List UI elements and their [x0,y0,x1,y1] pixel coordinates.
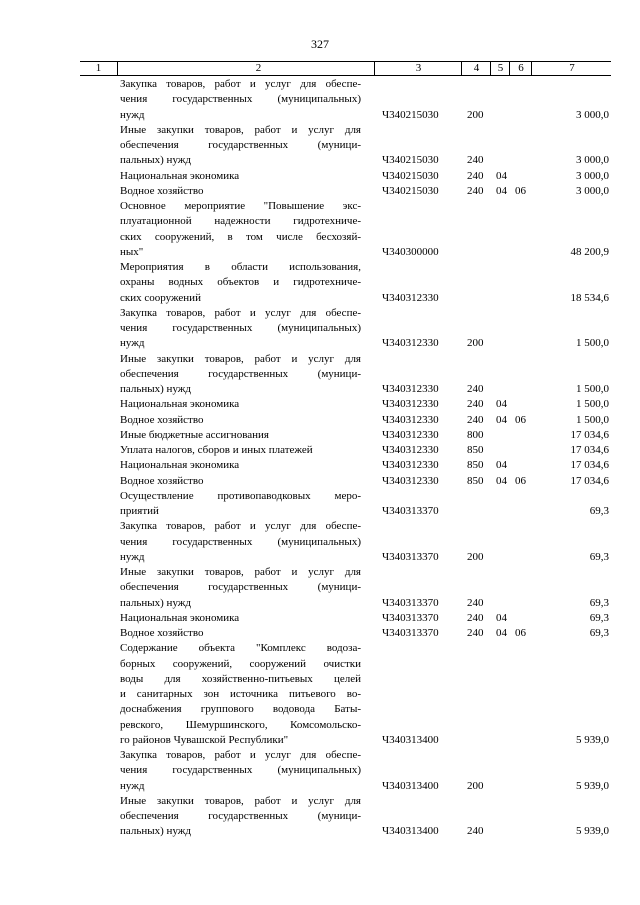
row-code: Ч340215030 [382,108,439,121]
table-row [0,474,640,489]
description-line: нужд [120,108,145,121]
description-line: борных сооружений, сооружений очистки [120,657,361,670]
description-line: Национальная экономика [120,398,240,411]
header-col-7: 7 [531,62,612,75]
description-line: Иные закупки товаров, работ и услуг для [120,352,361,365]
row-sum: 3 000,0 [576,184,609,197]
row-description [120,474,361,489]
row-sum: 17 034,6 [570,428,609,441]
description-line: пальных) нужд [120,825,192,838]
row-sum: 3 000,0 [576,108,609,121]
row-sum: 1 500,0 [576,383,609,395]
row-description [120,352,361,398]
description-line: чения государственных (муниципальных) [120,93,361,106]
row-code: Ч340215030 [382,154,439,167]
header-col-2: 2 [117,62,399,75]
row-description [120,565,361,611]
row-vr: 240 [467,169,484,182]
description-line: Национальная экономика [120,169,240,182]
description-line: воды для хозяйственно-питьевых целей [120,672,361,685]
row-code: Ч340215030 [382,169,439,182]
row-description [120,169,361,184]
row-sum: 69,3 [589,627,609,639]
row-code: Ч340312330 [382,383,439,395]
description-line: охраны водных объектов и гидротехниче- [120,276,361,289]
description-line: чения государственных (муниципальных) [120,535,361,548]
row-rz: 04 [496,169,507,182]
table-row [0,458,640,473]
row-rz: 04 [496,459,507,472]
table-row [0,489,640,520]
row-vr: 240 [467,825,484,838]
row-description [120,748,361,794]
header-col-1: 1 [95,62,102,74]
row-code: Ч340312330 [382,337,439,350]
description-line: и санитарных зон источника питьевого во- [120,688,361,700]
row-description [120,626,361,641]
row-sum: 17 034,6 [570,459,609,472]
row-sum: 1 500,0 [576,337,609,350]
description-line: обеспечения государственных (муници- [120,581,361,594]
row-sum: 69,3 [589,505,609,517]
row-sum: 3 000,0 [576,169,609,182]
table-body [0,77,640,840]
description-line: плуатационной надежности гидротехниче- [120,215,361,228]
row-rz: 04 [496,474,507,487]
row-sum: 1 500,0 [576,413,609,426]
row-pr: 06 [515,413,526,426]
description-line: ских сооружений [120,291,201,304]
row-vr: 240 [467,596,484,609]
row-code: Ч340313400 [382,779,439,792]
description-line: Основное мероприятие "Повышение экс- [120,200,361,212]
header-col-3: 3 [374,62,462,75]
row-rz: 04 [496,611,507,624]
row-code: Ч340313370 [382,611,439,624]
row-code: Ч340313370 [382,505,439,517]
description-line: чения государственных (муниципальных) [120,764,361,777]
description-line: Иные бюджетные ассигнования [120,428,269,441]
description-line: нужд [120,779,145,792]
row-description [120,260,361,306]
description-line: Водное хозяйство [120,413,204,426]
description-line: Национальная экономика [120,459,240,472]
description-line: Водное хозяйство [120,184,204,197]
row-sum: 69,3 [589,596,609,609]
description-line: Осуществление противопаводковых меро- [120,489,361,502]
row-code: Ч340313370 [382,596,439,609]
header-col-5: 5 [490,62,510,75]
description-line: нужд [120,337,145,350]
header-col-4: 4 [461,62,491,75]
row-vr: 240 [467,398,484,411]
row-vr: 200 [467,337,484,350]
table-row [0,352,640,398]
table-row [0,565,640,611]
description-line: пальных) нужд [120,596,192,609]
row-sum: 17 034,6 [570,444,609,456]
page-number: 327 [311,37,329,51]
row-vr: 850 [467,444,484,456]
row-sum: 1 500,0 [576,398,609,411]
table-row [0,306,640,352]
description-line: Закупка товаров, работ и услуг для обеспе- [120,78,361,90]
description-line: Мероприятия в области использования, [120,261,361,273]
table-row [0,260,640,306]
row-description [120,794,361,840]
row-code: Ч340312330 [382,444,439,456]
row-sum: 18 534,6 [570,291,609,304]
table-header [80,61,611,76]
row-description [120,443,361,458]
description-line: пальных) нужд [120,154,192,167]
row-vr: 200 [467,108,484,121]
header-col-6: 6 [509,62,532,75]
description-line: Содержание объекта "Комплекс водоза- [120,642,361,655]
row-vr: 200 [467,779,484,792]
row-description [120,306,361,352]
description-line: Водное хозяйство [120,627,204,639]
row-sum: 69,3 [589,611,609,624]
table-row [0,794,640,840]
description-line: нужд [120,550,145,563]
row-code: Ч340313400 [382,825,439,838]
row-description [120,184,361,199]
row-vr: 240 [467,413,484,426]
row-sum: 69,3 [589,550,609,563]
table-row [0,397,640,412]
row-pr: 06 [515,627,526,639]
table-row [0,443,640,458]
description-line: чения государственных (муниципальных) [120,322,361,334]
row-description [120,199,361,260]
row-vr: 800 [467,428,484,441]
description-line: доснабжения группового водовода Баты- [120,703,361,716]
row-code: Ч340312330 [382,474,439,487]
row-description [120,489,361,520]
table-row [0,169,640,184]
table-row [0,184,640,199]
row-description [120,413,361,428]
row-description [120,519,361,565]
row-code: Ч340312330 [382,428,439,441]
row-vr: 240 [467,154,484,167]
row-rz: 04 [496,627,507,639]
description-line: ревского, Шемуршинского, Комсомольско- [120,718,361,731]
row-description [120,77,361,123]
row-rz: 04 [496,184,507,197]
row-description [120,397,361,412]
row-vr: 850 [467,459,484,472]
table-row [0,199,640,260]
row-sum: 48 200,9 [570,245,609,258]
row-vr: 240 [467,611,484,624]
description-line: Закупка товаров, работ и услуг для обеспе- [120,520,361,533]
row-code: Ч340312330 [382,413,439,426]
row-pr: 06 [515,184,526,197]
row-code: Ч340312330 [382,398,439,411]
description-line: Закупка товаров, работ и услуг для обеспе- [120,749,361,761]
row-code: Ч340313370 [382,627,439,639]
row-sum: 5 939,0 [576,825,609,838]
description-line: обеспечения государственных (муници- [120,367,361,380]
row-vr: 240 [467,627,484,639]
description-line: го районов Чувашской Республики" [120,733,289,746]
row-code: Ч340312330 [382,291,439,304]
description-line: Национальная экономика [120,611,240,624]
description-line: Иные закупки товаров, работ и услуг для [120,794,361,807]
row-rz: 04 [496,413,507,426]
description-line: ских сооружений, в том числе бесхозяй- [120,230,361,243]
table-row [0,641,640,748]
description-line: Иные закупки товаров, работ и услуг для [120,123,361,136]
description-line: Закупка товаров, работ и услуг для обеспе- [120,306,361,319]
row-sum: 5 939,0 [576,779,609,792]
row-code: Ч340215030 [382,184,439,197]
row-code: Ч340312330 [382,459,439,472]
row-description [120,123,361,169]
row-code: Ч340300000 [382,245,439,258]
row-vr: 240 [467,383,484,395]
row-vr: 850 [467,474,484,487]
row-description [120,641,361,748]
description-line: приятий [120,505,159,517]
row-sum: 17 034,6 [570,474,609,487]
row-sum: 5 939,0 [576,733,609,746]
row-description [120,428,361,443]
table-row [0,77,640,123]
description-line: Уплата налогов, сборов и иных платежей [120,444,313,456]
table-row [0,611,640,626]
description-line: ных" [120,245,144,258]
description-line: пальных) нужд [120,383,192,395]
table-row [0,748,640,794]
row-description [120,458,361,473]
row-rz: 04 [496,398,507,411]
description-line: Иные закупки товаров, работ и услуг для [120,566,361,578]
table-row [0,413,640,428]
table-row [0,626,640,641]
table-row [0,519,640,565]
table-row [0,123,640,169]
row-code: Ч340313400 [382,733,439,746]
description-line: обеспечения государственных (муници- [120,810,361,822]
row-code: Ч340313370 [382,550,439,563]
row-description [120,611,361,626]
row-sum: 3 000,0 [576,154,609,167]
description-line: обеспечения государственных (муници- [120,139,361,151]
row-pr: 06 [515,474,526,487]
row-vr: 200 [467,550,484,563]
description-line: Водное хозяйство [120,474,204,487]
table-row [0,428,640,443]
row-vr: 240 [467,184,484,197]
